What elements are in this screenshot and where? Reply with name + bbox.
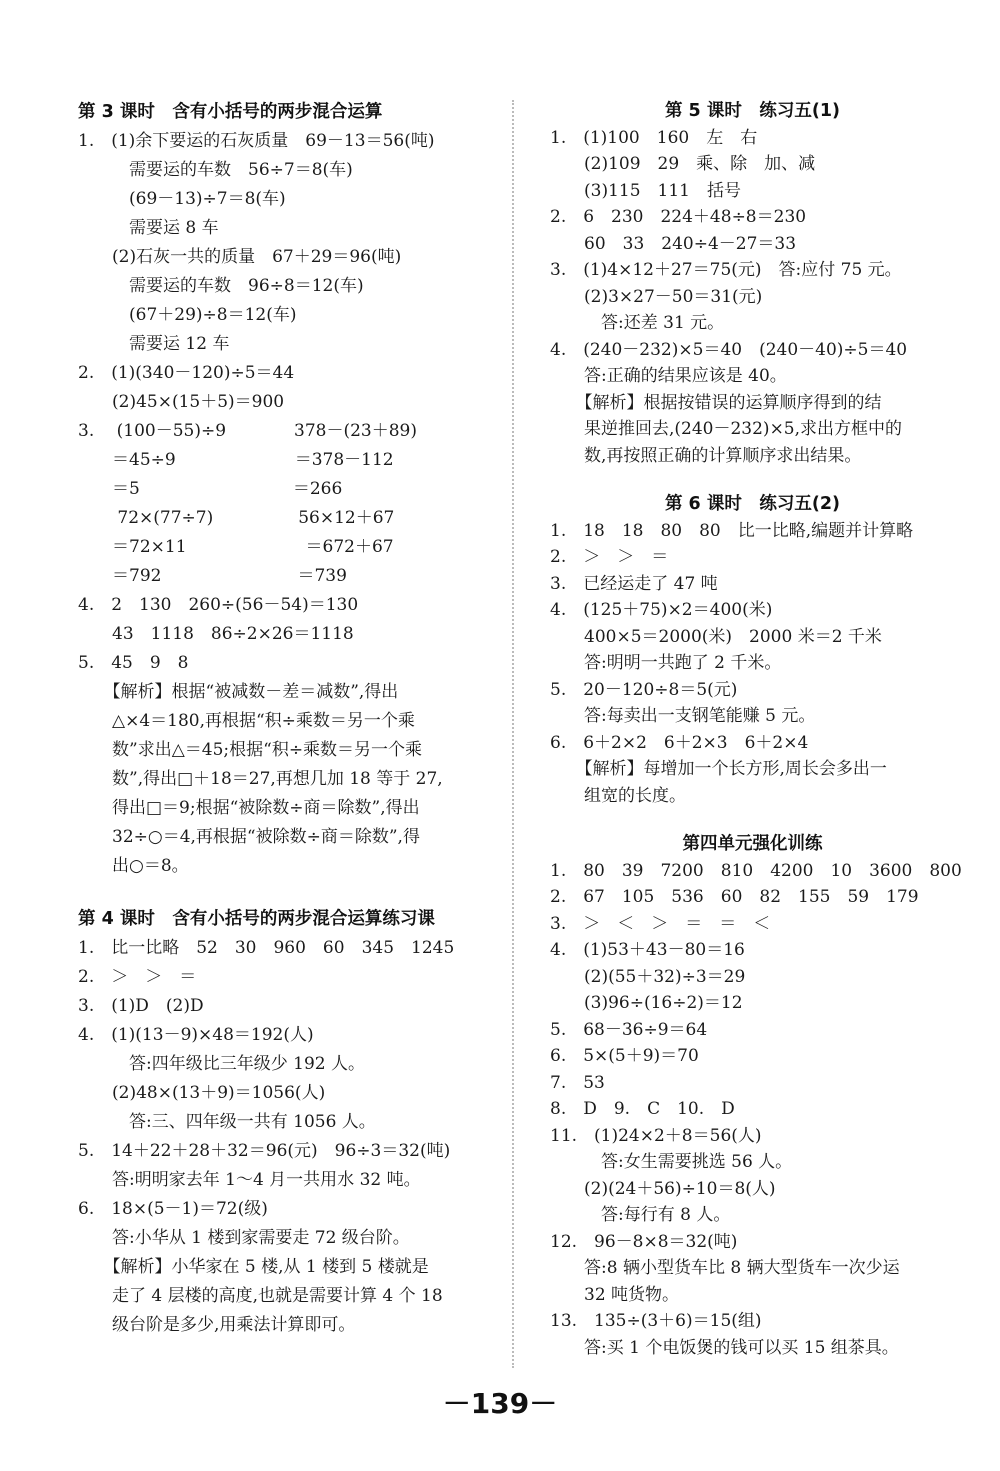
answer-line: △×4＝180,再根据“积÷乘数＝另一个乘	[78, 711, 415, 731]
answer-line: (2)(24＋56)÷10＝8(人)	[550, 1178, 776, 1199]
section-gap	[78, 881, 488, 905]
answer-line: 5. 14＋22＋28＋32＝96(元) 96÷3＝32(吨)	[78, 1141, 451, 1161]
answer-line: (67＋29)÷8＝12(车)	[78, 305, 297, 325]
answer-line: 1. 比一比略 52 30 960 60 345 1245	[78, 938, 455, 958]
answer-line: 3. (100－55)÷9 378－(23＋89)	[78, 421, 418, 441]
answer-line: 需要运 8 车	[78, 218, 219, 238]
answer-line: 级台阶是多少,用乘法计算即可。	[78, 1315, 356, 1335]
answer-line: 12. 96－8×8＝32(吨)	[550, 1231, 738, 1252]
answer-line: 4. (240－232)×5＝40 (240－40)÷5＝40	[550, 339, 908, 360]
answer-line: 6. 18×(5－1)＝72(级)	[78, 1199, 268, 1219]
column-divider	[512, 100, 514, 1368]
answer-line: 【解析】每增加一个长方形,周长会多出一	[550, 759, 887, 779]
answer-line: 3. (1)4×12＋27＝75(元) 答:应付 75 元。	[550, 260, 902, 280]
answer-line: 答:明明家去年 1～4 月一共用水 32 吨。	[78, 1170, 421, 1190]
page-number: －139－	[442, 1387, 558, 1420]
answer-line: 2. ＞ ＞ ＝	[78, 967, 197, 987]
answer-line: 数”,得出□＋18＝27,再想几加 18 等于 27,	[78, 769, 443, 789]
answer-line: 2. (1)(340－120)÷5＝44	[78, 363, 295, 383]
answer-line: (2)石灰一共的质量 67＋29＝96(吨)	[78, 247, 402, 267]
answer-line: 13. 135÷(3＋6)＝15(组)	[550, 1311, 762, 1331]
answer-line: 2. 67 105 536 60 82 155 59 179	[550, 887, 919, 907]
answer-line: (2)3×27－50＝31(元)	[550, 286, 763, 307]
answer-line: 答:明明一共跑了 2 千米。	[550, 653, 782, 673]
section-gap	[550, 809, 955, 831]
answer-line: ＝792 ＝739	[78, 566, 347, 586]
answer-line: 1. (1)100 160 左 右	[550, 127, 758, 148]
answer-line: 答:四年级比三年级少 192 人。	[78, 1054, 365, 1074]
answer-line: 400×5＝2000(米) 2000 米＝2 千米	[550, 626, 882, 647]
section-heading: 第 6 课时 练习五(2)	[664, 494, 841, 514]
answer-line: 4. (1)53＋43－80＝16	[550, 940, 745, 960]
answer-line: 答:每行有 8 人。	[550, 1205, 731, 1225]
left-column	[78, 98, 488, 1340]
right-column	[550, 98, 962, 1361]
answer-line: 8. D 9. C 10. D	[550, 1099, 735, 1119]
answer-line: 5. 45 9 8	[78, 653, 189, 673]
answer-line: 1. 80 39 7200 810 4200 10 3600 800	[550, 860, 962, 881]
answer-line: (2)109 29 乘、除 加、减	[550, 154, 816, 174]
answer-line: 4. (125＋75)×2＝400(米)	[550, 600, 773, 620]
answer-line: 答:三、四年级一共有 1056 人。	[78, 1112, 376, 1132]
answer-line: 答:小华从 1 楼到家需要走 72 级台阶。	[78, 1228, 410, 1248]
answer-line: 得出□＝9;根据“被除数÷商＝除数”,得出	[78, 798, 420, 818]
answer-line: 组宽的长度。	[550, 785, 686, 806]
answer-line: 需要运的车数 56÷7＝8(车)	[78, 160, 353, 180]
answer-line: 1. (1)余下要运的石灰质量 69－13＝56(吨)	[78, 131, 435, 151]
answer-line: (3)96÷(16÷2)＝12	[550, 993, 743, 1013]
answer-line: 6. 5×(5＋9)＝70	[550, 1046, 699, 1066]
answer-line: 答:8 辆小型货车比 8 辆大型货车一次少运	[550, 1258, 900, 1278]
answer-line: 5. 20－120÷8＝5(元)	[550, 679, 738, 700]
answer-line: 7. 53	[550, 1072, 605, 1093]
answer-line: 答:还差 31 元。	[550, 313, 725, 333]
answer-line: 3. (1)D (2)D	[78, 996, 204, 1016]
answer-line: (2)(55＋32)÷3＝29	[550, 966, 746, 987]
answer-line: 72×(77÷7) 56×12＋67	[78, 508, 395, 528]
answer-line: ＝72×11 ＝672＋67	[78, 537, 394, 557]
answer-line: 出○＝8。	[78, 856, 189, 876]
answer-line: 3. ＞ ＜ ＞ ＝ ＝ ＜	[550, 913, 771, 934]
answer-line: 数,再按照正确的计算顺序求出结果。	[550, 445, 862, 466]
answer-line: (2)45×(15＋5)＝900	[78, 392, 285, 412]
answer-line: 果逆推回去,(240－232)×5,求出方框中的	[550, 419, 903, 439]
answer-line: 11. (1)24×2＋8＝56(人)	[550, 1125, 762, 1146]
answer-line: 3. 已经运走了 47 吨	[550, 573, 718, 594]
answer-line: 6. 6＋2×2 6＋2×3 6＋2×4	[550, 732, 809, 753]
section-heading: 第 4 课时 含有小括号的两步混合运算练习课	[78, 909, 435, 929]
answer-line: 32 吨货物。	[550, 1284, 680, 1305]
answer-line: 走了 4 层楼的高度,也就是需要计算 4 个 18	[78, 1286, 443, 1306]
answer-line: 32÷○＝4,再根据“被除数÷商＝除数”,得	[78, 827, 420, 847]
answer-line: (2)48×(13＋9)＝1056(人)	[78, 1083, 326, 1103]
answer-line: (3)115 111 括号	[550, 180, 741, 201]
section-heading: 第 5 课时 练习五(1)	[664, 101, 841, 121]
answer-line: 需要运 12 车	[78, 334, 230, 354]
answer-line: 1. 18 18 80 80 比一比略,编题并计算略	[550, 520, 914, 541]
answer-line: 4. 2 130 260÷(56－54)＝130	[78, 595, 359, 615]
answer-line: 【解析】根据“被减数－差＝减数”,得出	[78, 682, 399, 702]
section-heading: 第四单元强化训练	[682, 834, 823, 854]
answer-line: 答:买 1 个电饭煲的钱可以买 15 组茶具。	[550, 1337, 899, 1358]
answer-line: 2. ＞ ＞ ＝	[550, 547, 669, 567]
answer-line: 2. 6 230 224＋48÷8＝230	[550, 207, 807, 227]
answer-line: 5. 68－36÷9＝64	[550, 1019, 708, 1040]
answer-line: 【解析】根据按错误的运算顺序得到的结	[550, 392, 882, 413]
answer-line: 答:每卖出一支钢笔能赚 5 元。	[550, 706, 816, 726]
section-heading: 第 3 课时 含有小括号的两步混合运算	[78, 102, 383, 122]
answer-line: 【解析】小华家在 5 楼,从 1 楼到 5 楼就是	[78, 1257, 429, 1277]
answer-line: ＝5 ＝266	[78, 479, 343, 499]
answer-line: 答:女生需要挑选 56 人。	[550, 1152, 793, 1172]
answer-line: 答:正确的结果应该是 40。	[550, 366, 787, 386]
answer-line: 需要运的车数 96÷8＝12(车)	[78, 276, 364, 296]
answer-line: 60 33 240÷4－27＝33	[550, 233, 797, 254]
section-gap	[550, 469, 955, 491]
answer-line: 4. (1)(13－9)×48＝192(人)	[78, 1025, 314, 1045]
answer-line: (69－13)÷7＝8(车)	[78, 189, 286, 209]
answer-line: 43 1118 86÷2×26＝1118	[78, 624, 354, 644]
answer-line: 数”求出△＝45;根据“积÷乘数＝另一个乘	[78, 740, 423, 760]
answer-line: ＝45÷9 ＝378－112	[78, 450, 394, 470]
